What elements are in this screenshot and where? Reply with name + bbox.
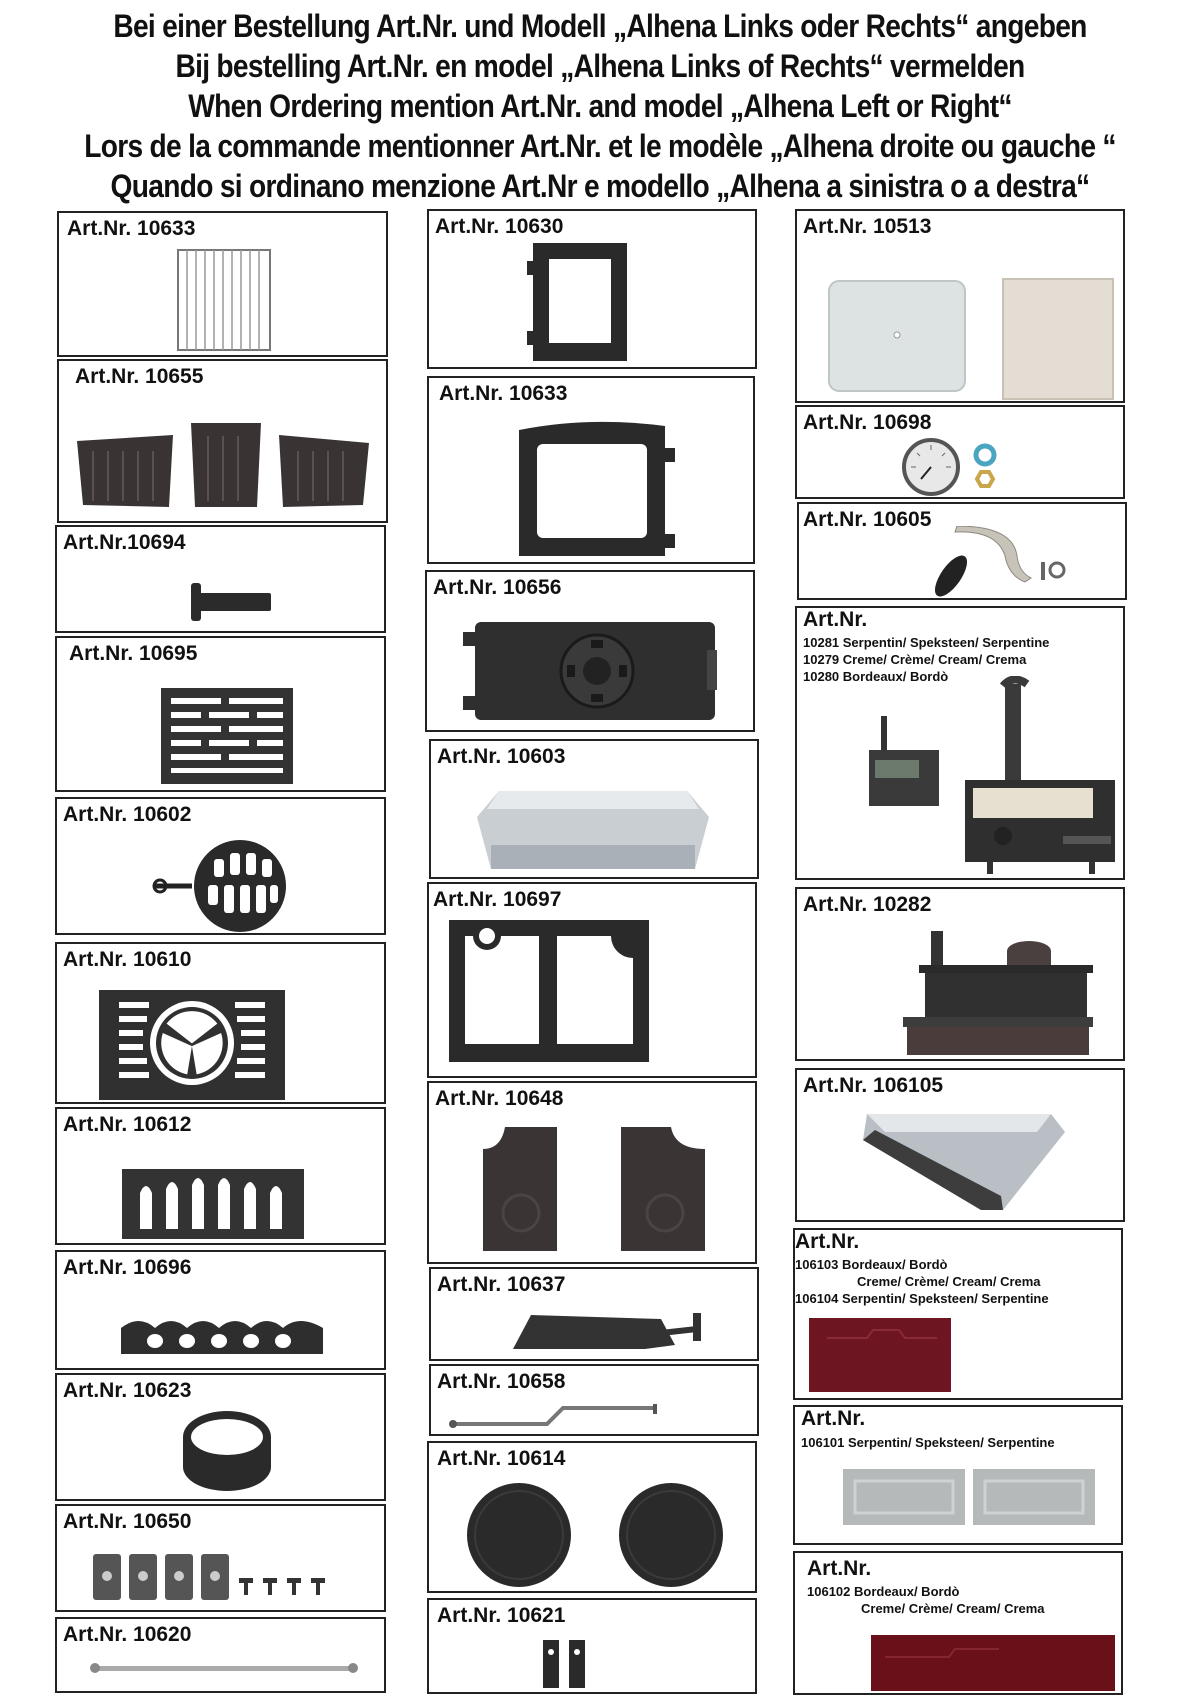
glass-panels-image	[827, 277, 1115, 401]
part-card[interactable]	[55, 1617, 386, 1693]
part-number: Art.Nr. 10637	[437, 1273, 566, 1296]
fire-front-grate-image	[120, 1165, 306, 1241]
part-number: Art.Nr. 106105	[803, 1074, 944, 1097]
part-number: Art.Nr.10694	[63, 531, 186, 554]
part-number: Art.Nr.	[807, 1557, 872, 1580]
part-card[interactable]	[793, 1228, 1123, 1400]
part-number: Art.Nr. 10282	[803, 893, 932, 916]
part-card[interactable]	[427, 1441, 757, 1593]
variant-line: 10281 Serpentin/ Speksteen/ Serpentine	[803, 635, 1050, 650]
part-number: Art.Nr. 10602	[63, 803, 192, 826]
instruction-en: When Ordering mention Art.Nr. and model „Alhena Left or Right“	[188, 88, 1012, 124]
part-card[interactable]	[429, 1267, 759, 1361]
part-card[interactable]	[427, 1598, 757, 1694]
part-card[interactable]	[797, 502, 1127, 600]
ash-drawer-image	[861, 1110, 1067, 1216]
part-card[interactable]	[427, 376, 755, 564]
part-number: Art.Nr. 10650	[63, 1510, 192, 1533]
part-number: Art.Nr. 10603	[437, 745, 566, 768]
variant-line: Creme/ Crème/ Cream/ Crema	[861, 1601, 1045, 1616]
part-number: Art.Nr. 10610	[63, 948, 192, 971]
wire-grill-rack-image	[175, 247, 275, 353]
variant-line: Creme/ Crème/ Cream/ Crema	[857, 1274, 1041, 1289]
round-covers-image	[465, 1479, 727, 1589]
order-instructions	[0, 6, 1200, 206]
part-number: Art.Nr. 10612	[63, 1113, 192, 1136]
part-card[interactable]	[429, 739, 759, 879]
variant-line: 10279 Creme/ Crème/ Cream/ Crema	[803, 652, 1027, 667]
variant-line: 106101 Serpentin/ Speksteen/ Serpentine	[801, 1435, 1055, 1450]
clips-and-screws-image	[91, 1550, 351, 1606]
side-plates-image	[481, 1125, 707, 1253]
part-card[interactable]	[427, 1081, 757, 1264]
part-number: Art.Nr. 10630	[435, 215, 564, 238]
part-card[interactable]	[795, 405, 1125, 499]
round-grate-image	[152, 837, 332, 933]
stove-with-pot-image	[901, 927, 1095, 1057]
part-number: Art.Nr. 10614	[437, 1447, 566, 1470]
instruction-de: Bei einer Bestellung Art.Nr. und Modell „Alhena Links oder Rechts“ angeben	[113, 8, 1087, 44]
part-card[interactable]	[55, 1504, 386, 1612]
oven-door-frame-image	[509, 414, 679, 560]
part-number: Art.Nr.	[803, 608, 868, 631]
part-card[interactable]	[795, 209, 1125, 403]
variant-line: 106102 Bordeaux/ Bordò	[807, 1584, 960, 1599]
part-card[interactable]	[795, 887, 1125, 1061]
handle-knob-image	[185, 579, 275, 625]
part-card[interactable]	[793, 1551, 1123, 1695]
part-number: Art.Nr. 10648	[435, 1087, 564, 1110]
lever-handle-image	[927, 526, 1077, 600]
part-card[interactable]	[57, 359, 388, 523]
double-frame-image	[447, 918, 653, 1066]
part-number: Art.Nr. 10513	[803, 215, 932, 238]
instruction-it: Quando si ordinano menzione Art.Nr e modello „Alhena a sinistra o a destra“	[110, 168, 1090, 204]
part-number: Art.Nr.	[795, 1230, 860, 1253]
part-card[interactable]	[795, 1068, 1125, 1222]
variant-line: 106103 Bordeaux/ Bordò	[795, 1257, 948, 1272]
instruction-nl: Bij bestelling Art.Nr. en model „Alhena Links of Rechts“ vermelden	[175, 48, 1025, 84]
grate-wheel-image	[97, 986, 287, 1102]
part-card[interactable]	[425, 570, 755, 732]
serpentine-tiles-image	[841, 1467, 1097, 1529]
part-number: Art.Nr. 10621	[437, 1604, 566, 1627]
door-frame-image	[525, 241, 631, 365]
part-card[interactable]	[55, 525, 386, 633]
part-card[interactable]	[55, 1250, 386, 1370]
small-brackets-image	[537, 1634, 597, 1692]
part-number: Art.Nr. 10658	[437, 1370, 566, 1393]
part-number: Art.Nr. 10623	[63, 1379, 192, 1402]
rod-image	[89, 1661, 359, 1677]
part-number: Art.Nr. 10633	[67, 217, 196, 240]
flue-ring-image	[179, 1405, 275, 1495]
door-regulator-image	[459, 618, 721, 724]
part-card[interactable]	[55, 797, 386, 935]
part-number: Art.Nr. 10698	[803, 411, 932, 434]
part-card[interactable]	[55, 1107, 386, 1245]
part-number: Art.Nr. 10605	[803, 508, 932, 531]
variant-line: 106104 Serpentin/ Speksteen/ Serpentine	[795, 1291, 1049, 1306]
bordeaux-panel-image	[807, 1316, 953, 1396]
part-card[interactable]	[55, 636, 386, 792]
part-number: Art.Nr.	[801, 1407, 866, 1430]
stove-panels-image	[853, 676, 1117, 876]
crank-rod-image	[447, 1402, 663, 1432]
part-number: Art.Nr. 10695	[69, 642, 198, 665]
part-number: Art.Nr. 10696	[63, 1256, 192, 1279]
scraper-bar-image	[511, 1309, 707, 1355]
slotted-grate-image	[159, 686, 295, 786]
variant-line: 10280 Bordeaux/ Bordò	[803, 669, 949, 684]
part-card[interactable]	[427, 209, 757, 369]
part-card[interactable]	[793, 1405, 1123, 1545]
firebox-plates-image	[73, 421, 373, 517]
part-number: Art.Nr. 10656	[433, 576, 562, 599]
part-number: Art.Nr. 10697	[433, 888, 562, 911]
thermometer-image	[901, 437, 1021, 497]
part-number: Art.Nr. 10655	[75, 365, 204, 388]
part-card[interactable]	[55, 1373, 386, 1501]
part-card[interactable]	[55, 942, 386, 1104]
bordeaux-long-panel-image	[869, 1631, 1117, 1693]
part-number: Art.Nr. 10633	[439, 382, 568, 405]
part-number: Art.Nr. 10620	[63, 1623, 192, 1646]
instruction-fr: Lors de la commande mentionner Art.Nr. et le modèle „Alhena droite ou gauche “	[84, 128, 1116, 164]
part-card[interactable]	[57, 211, 388, 357]
metal-tray-image	[473, 785, 713, 873]
part-card[interactable]	[795, 606, 1125, 880]
part-card[interactable]	[427, 882, 757, 1078]
wavy-grate-image	[119, 1314, 325, 1360]
part-card[interactable]	[429, 1364, 759, 1436]
